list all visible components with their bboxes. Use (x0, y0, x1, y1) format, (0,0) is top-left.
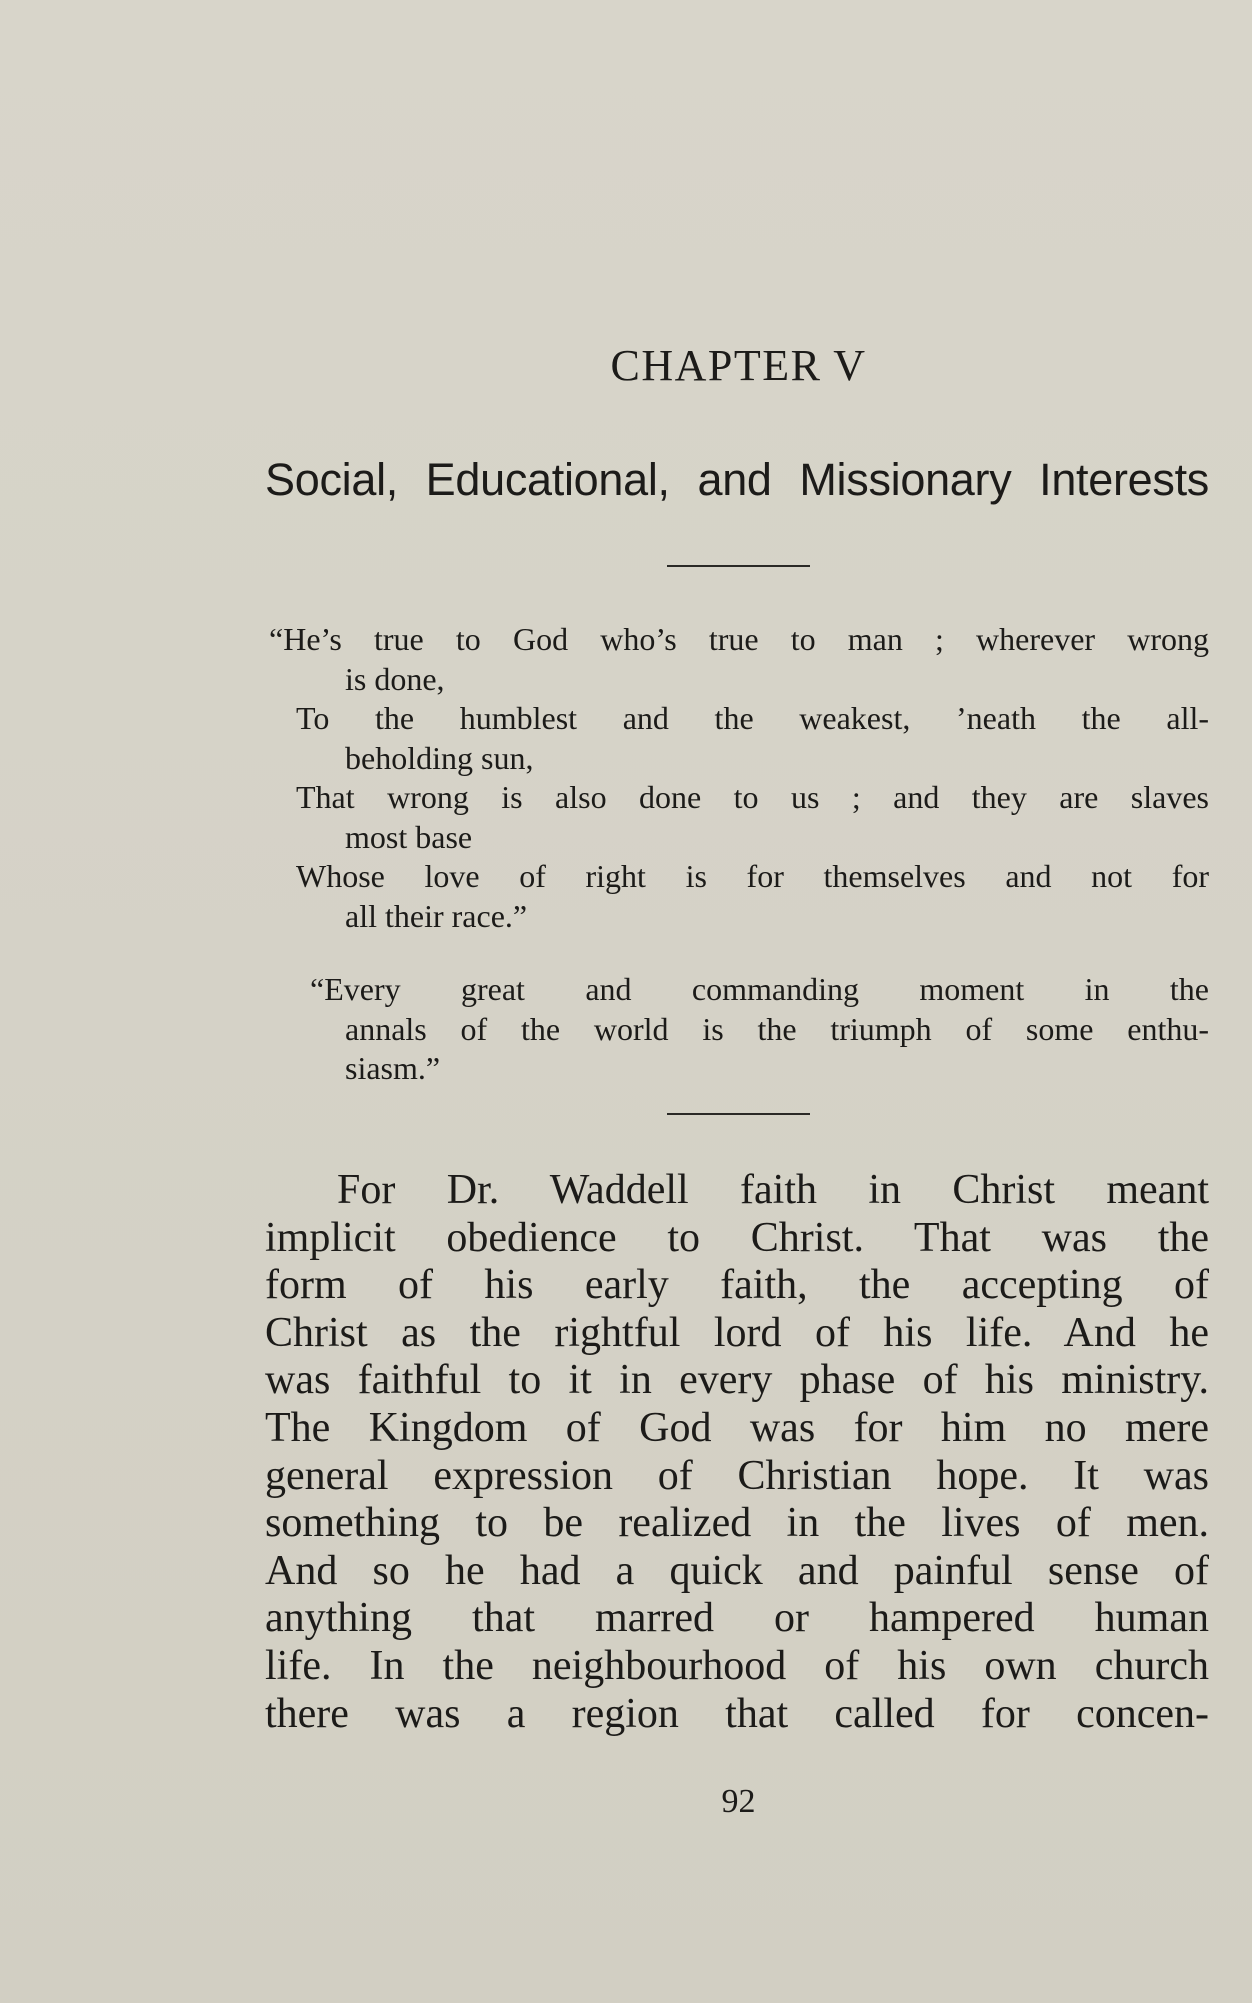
verse-line: That wrong is also done to us ; and they are slaves (296, 779, 1209, 815)
body-line: anything that marred or hampered human (265, 1595, 1209, 1642)
body-line: something to be realized in the lives of men. (265, 1500, 1209, 1547)
body-line: life. In the neighbourhood of his own church (265, 1642, 1209, 1689)
verse-line: To the humblest and the weakest, ’neath the all- (296, 700, 1209, 736)
quote-line: siasm.” (345, 1050, 441, 1086)
verse-line-continuation: most base (345, 818, 473, 855)
quote-line: annals of the world is the triumph of some enthu- (345, 1010, 1209, 1047)
body-line: The Kingdom of God was for him no mere (265, 1404, 1209, 1451)
verse-epigraph (265, 620, 1209, 936)
verse-line-continuation: is done, (345, 660, 445, 697)
divider-rule-top (667, 565, 810, 567)
verse-line: “He’s true to God who’s true to man ; wherever wrong (269, 621, 1209, 657)
body-line: implicit obedience to Christ. That was the (265, 1214, 1209, 1261)
body-line: was faithful to it in every phase of his ministry. (265, 1357, 1209, 1404)
body-line: general expression of Christian hope. It was (265, 1452, 1209, 1499)
chapter-label: CHAPTER V (610, 341, 867, 390)
verse-line-continuation: beholding sun, (345, 739, 534, 776)
quote-line: “Every great and commanding moment in the (310, 971, 1209, 1007)
chapter-title: Social, Educational, and Missionary Interests (265, 454, 1209, 505)
body-line: Christ as the rightful lord of his life. And he (265, 1309, 1209, 1356)
page-number: 92 (721, 1783, 756, 1820)
body-line: For Dr. Waddell faith in Christ meant (337, 1167, 1209, 1213)
body-line: And so he had a quick and painful sense of (265, 1547, 1209, 1594)
verse-line-continuation: all their race.” (345, 897, 528, 934)
body-line: form of his early faith, the accepting of (265, 1262, 1209, 1309)
verse-line: Whose love of right is for themselves and not for (296, 858, 1209, 894)
divider-rule-bottom (667, 1113, 810, 1115)
prose-epigraph (265, 970, 1209, 1089)
body-paragraph (265, 1167, 1209, 1738)
body-line: there was a region that called for concen- (265, 1690, 1209, 1737)
